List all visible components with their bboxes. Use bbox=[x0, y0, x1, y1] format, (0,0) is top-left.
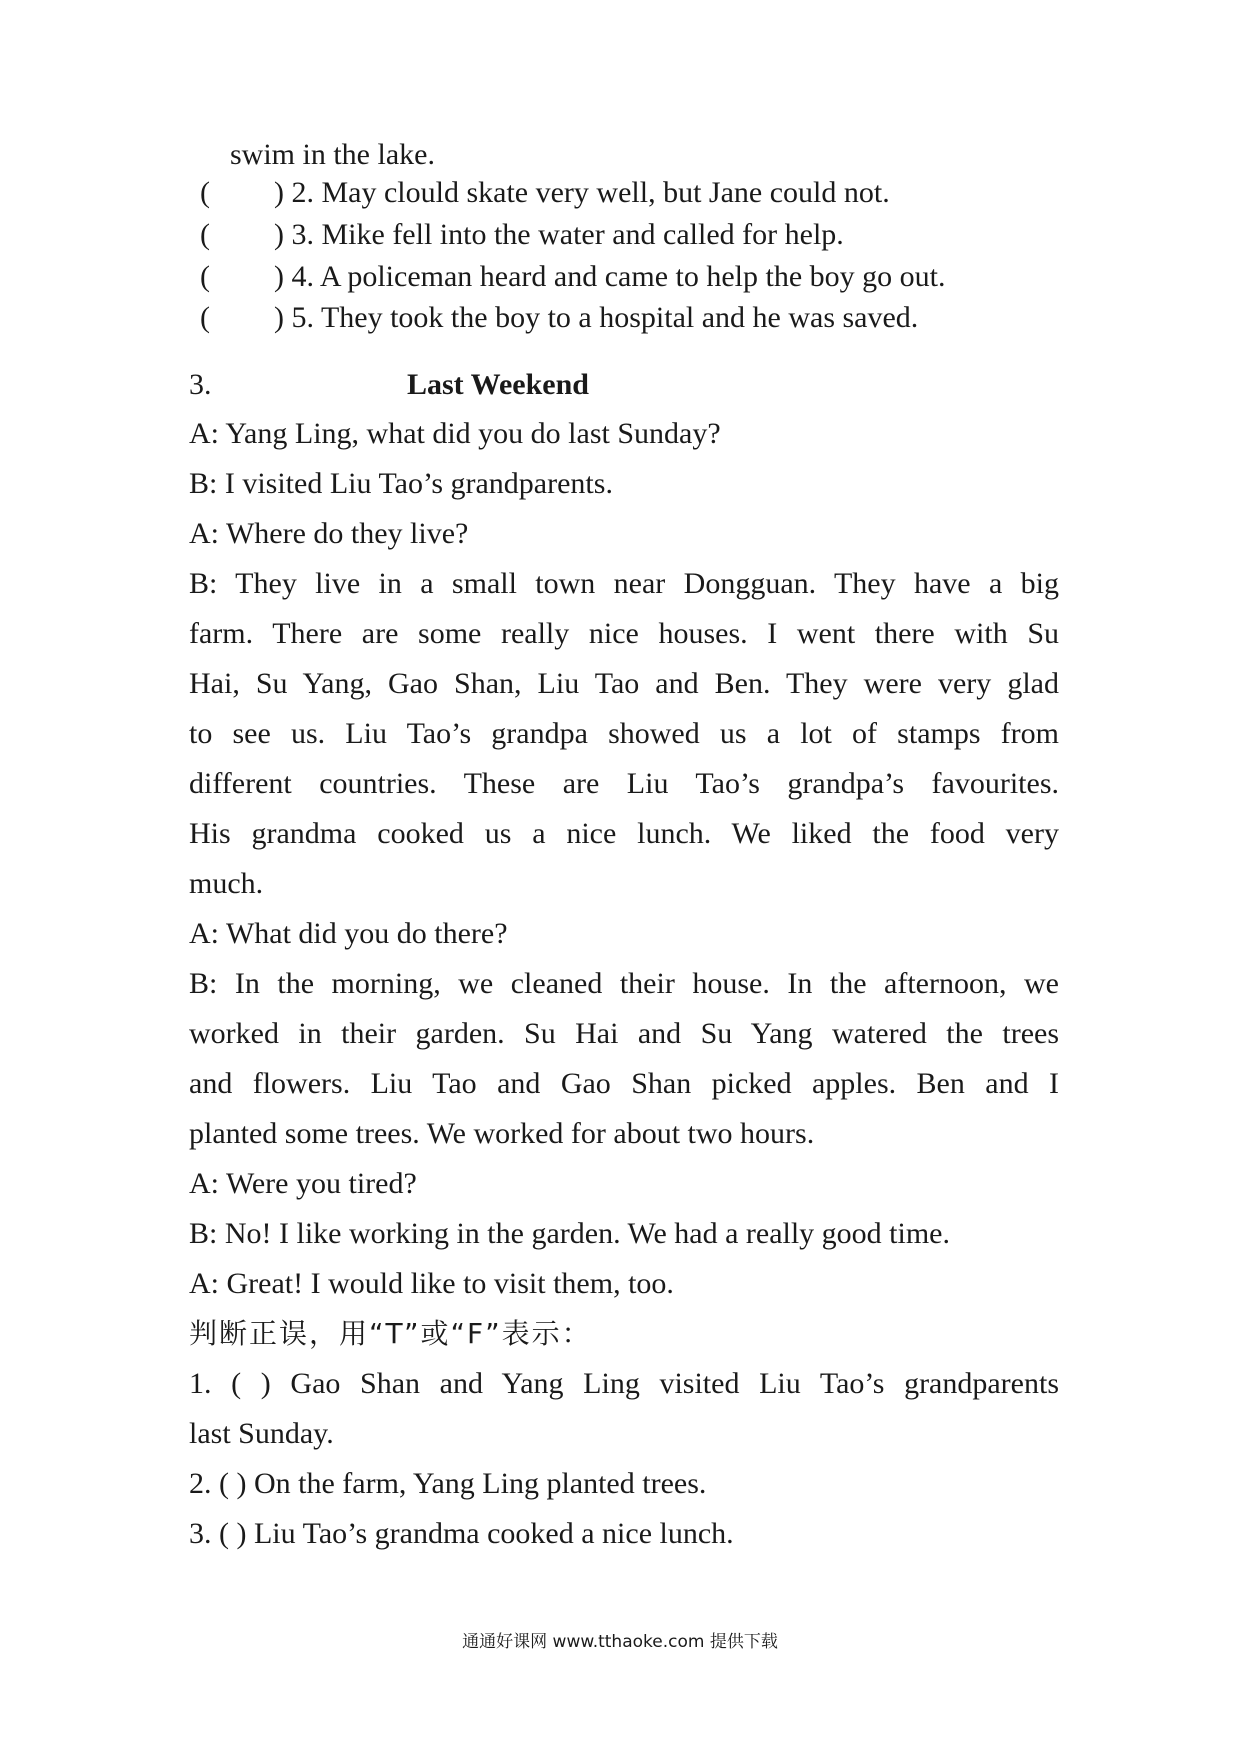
judge-item-3: 3. ( ) Liu Tao’s grandma cooked a nice lunch. bbox=[189, 1517, 734, 1550]
paragraph-line: different countries. These are Liu Tao’s grandpa’s favourites. bbox=[189, 767, 1059, 800]
dialogue-line: A: Yang Ling, what did you do last Sunday? bbox=[189, 417, 721, 450]
item-3-text: ) 3. Mike fell into the water and called for help. bbox=[274, 218, 844, 251]
paragraph-line: B: They live in a small town near Dongguan. They have a big bbox=[189, 567, 1059, 600]
dialogue-line: B: No! I like working in the garden. We had a really good time. bbox=[189, 1217, 951, 1250]
answer-paren-4: ( bbox=[200, 260, 210, 293]
judge-item-1: 1. ( ) Gao Shan and Yang Ling visited Liu Tao’s grandparents bbox=[189, 1367, 1059, 1400]
instruction-text: 判断正误，用“T”或“F”表示： bbox=[189, 1317, 592, 1350]
section-title: Last Weekend bbox=[407, 368, 589, 401]
judge-item-2: 2. ( ) On the farm, Yang Ling planted trees. bbox=[189, 1467, 707, 1500]
answer-paren-2: ( bbox=[200, 176, 210, 209]
paragraph-line: farm. There are some really nice houses. I went there with Su bbox=[189, 617, 1059, 650]
item-4-text: ) 4. A policeman heard and came to help the boy go out. bbox=[274, 260, 946, 293]
paragraph-line: and flowers. Liu Tao and Gao Shan picked apples. Ben and I bbox=[189, 1067, 1059, 1100]
section-number: 3. bbox=[189, 368, 212, 401]
paragraph-line: Hai, Su Yang, Gao Shan, Liu Tao and Ben. They were very glad bbox=[189, 667, 1059, 700]
item-5-text: ) 5. They took the boy to a hospital and he was saved. bbox=[274, 301, 919, 334]
dialogue-line: B: I visited Liu Tao’s grandparents. bbox=[189, 467, 613, 500]
dialogue-line: A: What did you do there? bbox=[189, 917, 508, 950]
paragraph-line: planted some trees. We worked for about two hours. bbox=[189, 1117, 815, 1150]
judge-item-1-cont: last Sunday. bbox=[189, 1417, 334, 1450]
dialogue-line: A: Where do they live? bbox=[189, 517, 469, 550]
footer-watermark: 通通好课网 www.tthaoke.com 提供下载 bbox=[462, 1632, 778, 1652]
answer-paren-3: ( bbox=[200, 218, 210, 251]
paragraph-line: B: In the morning, we cleaned their house. In the afternoon, we bbox=[189, 967, 1059, 1000]
dialogue-line: A: Great! I would like to visit them, too. bbox=[189, 1267, 674, 1300]
paragraph-line: worked in their garden. Su Hai and Su Yang watered the trees bbox=[189, 1017, 1059, 1050]
item-2-text: ) 2. May clould skate very well, but Jane could not. bbox=[274, 176, 890, 209]
paragraph-line: to see us. Liu Tao’s grandpa showed us a lot of stamps from bbox=[189, 717, 1059, 750]
paragraph-line: His grandma cooked us a nice lunch. We liked the food very bbox=[189, 817, 1059, 850]
continued-line: swim in the lake. bbox=[230, 138, 435, 171]
answer-paren-5: ( bbox=[200, 301, 210, 334]
dialogue-line: A: Were you tired? bbox=[189, 1167, 417, 1200]
paragraph-line: much. bbox=[189, 867, 264, 900]
